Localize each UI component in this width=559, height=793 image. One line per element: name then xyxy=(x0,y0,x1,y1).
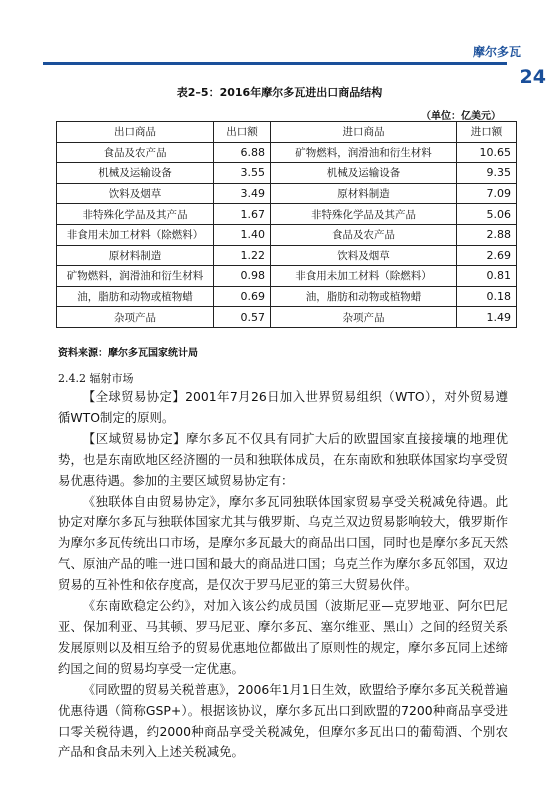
import-item: 机械及运输设备 xyxy=(271,163,457,184)
import-item: 食品及农产品 xyxy=(271,224,457,245)
table-row xyxy=(57,142,517,163)
header-rule xyxy=(43,62,507,65)
export-value: 3.49 xyxy=(214,183,271,204)
import-value: 5.06 xyxy=(457,204,517,225)
export-value: 0.57 xyxy=(214,307,271,328)
body-text xyxy=(58,387,508,763)
export-value: 1.67 xyxy=(214,204,271,225)
table-row xyxy=(57,204,517,225)
table-row xyxy=(57,183,517,204)
export-value: 1.40 xyxy=(214,224,271,245)
export-value: 0.98 xyxy=(214,266,271,287)
import-item: 矿物燃料，润滑油和衍生材料 xyxy=(271,142,457,163)
table-row xyxy=(57,307,517,328)
export-item: 非食用未加工材料（除燃料） xyxy=(57,224,214,245)
table-header-row xyxy=(57,122,517,143)
column-header: 进口商品 xyxy=(271,122,457,143)
section-heading: 2.4.2 辐射市场 xyxy=(58,372,134,385)
table-row xyxy=(57,266,517,287)
import-item: 非特殊化学品及其产品 xyxy=(271,204,457,225)
export-value: 3.55 xyxy=(214,163,271,184)
table-row xyxy=(57,224,517,245)
table-unit: （单位：亿美元） xyxy=(421,111,501,122)
export-item: 机械及运输设备 xyxy=(57,163,214,184)
page-number: 24 xyxy=(519,66,546,88)
column-header: 出口商品 xyxy=(57,122,214,143)
export-item: 饮料及烟草 xyxy=(57,183,214,204)
paragraph-regional-agreement: 【区域贸易协定】摩尔多瓦不仅具有同扩大后的欧盟国家直接接壤的地理优势，也是东南欧地区经济圈的一员和独联体成员，在东南欧和独联体国家均享受贸易优惠待遇。参加的主要区域贸易协定有： xyxy=(58,430,508,488)
table-row xyxy=(57,286,517,307)
import-item: 杂项产品 xyxy=(271,307,457,328)
paragraph-cis-fta: 《独联体自由贸易协定》，摩尔多瓦同独联体国家贸易享受关税减免待遇。此协定对摩尔多瓦与独联体国家尤其与俄罗斯、乌克兰双边贸易影响较大，俄罗斯作为摩尔多瓦传统出口市场，是摩尔多瓦最大的商品出口国，同时也是摩尔多瓦天然气、原油产品的唯一进口国和最大的商品进口国；乌克兰作为摩尔多瓦邻国，双边贸易的互补性和依存度高，是仅次于罗马尼亚的第三大贸易伙伴。 xyxy=(58,493,508,593)
column-header: 出口额 xyxy=(214,122,271,143)
export-item: 食品及农产品 xyxy=(57,142,214,163)
import-item: 非食用未加工材料（除燃料） xyxy=(271,266,457,287)
paragraph-global-agreement: 【全球贸易协定】2001年7月26日加入世界贸易组织（WTO），对外贸易遵循WTO制定的原则。 xyxy=(58,389,508,425)
export-item: 矿物燃料，润滑油和衍生材料 xyxy=(57,266,214,287)
import-value: 2.88 xyxy=(457,224,517,245)
import-item: 油，脂肪和动物或植物蜡 xyxy=(271,286,457,307)
table-row xyxy=(57,245,517,266)
export-value: 6.88 xyxy=(214,142,271,163)
import-value: 1.49 xyxy=(457,307,517,328)
import-value: 10.65 xyxy=(457,142,517,163)
import-item: 饮料及烟草 xyxy=(271,245,457,266)
table-row xyxy=(57,163,517,184)
export-value: 0.69 xyxy=(214,286,271,307)
export-item: 杂项产品 xyxy=(57,307,214,328)
table-source-note: 资料来源：摩尔多瓦国家统计局 xyxy=(58,348,198,359)
import-value: 0.18 xyxy=(457,286,517,307)
table-title: 表2–5：2016年摩尔多瓦进出口商品结构 xyxy=(176,86,383,99)
import-value: 9.35 xyxy=(457,163,517,184)
import-value: 7.09 xyxy=(457,183,517,204)
export-item: 油，脂肪和动物或植物蜡 xyxy=(57,286,214,307)
paragraph-stability-pact: 《东南欧稳定公约》，对加入该公约成员国（波斯尼亚—克罗地亚、阿尔巴尼亚、保加利亚、马其顿、罗马尼亚、摩尔多瓦、塞尔维亚、黑山）之间的经贸关系发展原则以及相互给予的贸易优惠地位都做出了原则性的规定，摩尔多瓦同上述缔约国之间的贸易均享受一定优惠。 xyxy=(58,598,508,676)
column-header: 进口额 xyxy=(457,122,517,143)
export-item: 原材料制造 xyxy=(57,245,214,266)
trade-structure-table xyxy=(56,121,517,328)
import-value: 0.81 xyxy=(457,266,517,287)
running-header-title: 摩尔多瓦 xyxy=(472,45,521,59)
import-item: 原材料制造 xyxy=(271,183,457,204)
export-item: 非特殊化学品及其产品 xyxy=(57,204,214,225)
paragraph-eu-gsp: 《同欧盟的贸易关税普惠》，2006年1月1日生效，欧盟给予摩尔多瓦关税普遍优惠待遇（简称GSP+）。根据该协议，摩尔多瓦出口到欧盟的7200种商品享受进口零关税待遇，约2000种商品享受关税减免，但摩尔多瓦出口的葡萄酒、个别农产品和食品未列入上述关税减免。 xyxy=(58,681,509,760)
export-value: 1.22 xyxy=(214,245,271,266)
import-value: 2.69 xyxy=(457,245,517,266)
